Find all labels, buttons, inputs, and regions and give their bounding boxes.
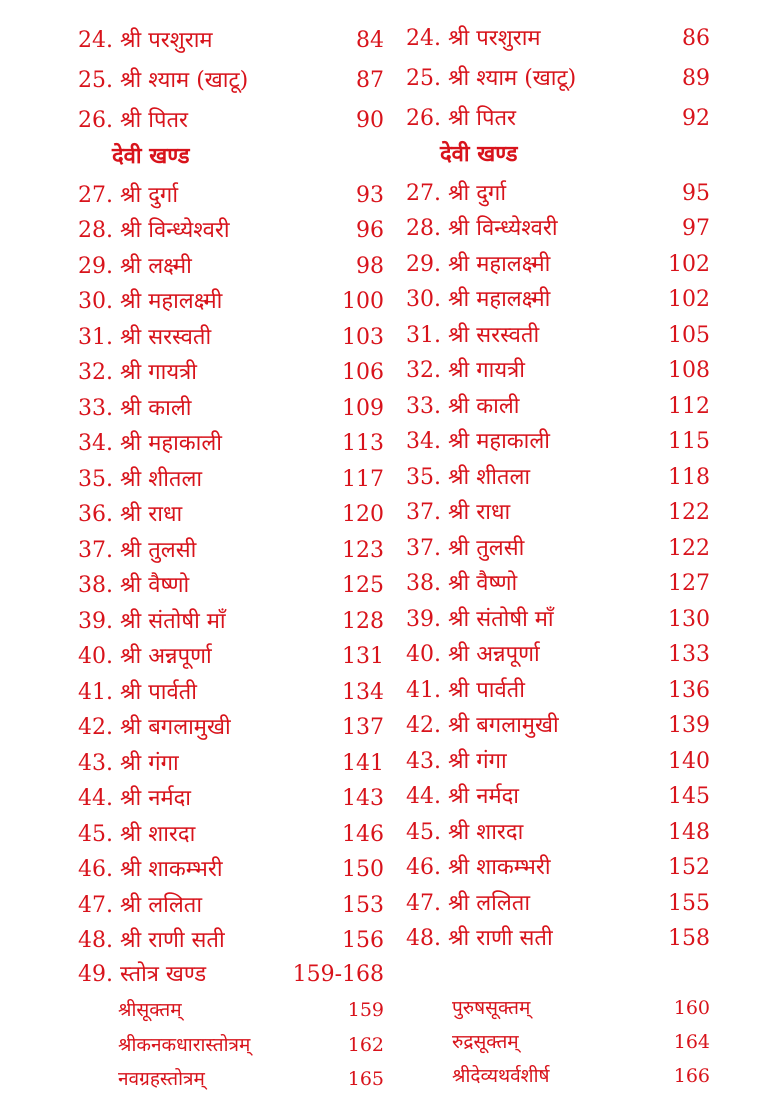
toc-entry xyxy=(406,816,710,850)
toc-entry-title: 30. श्री महालक्ष्मी xyxy=(406,287,551,312)
toc-entry-page: 93 xyxy=(356,183,384,208)
toc-entry xyxy=(78,498,384,532)
toc-entry-page: 113 xyxy=(342,431,384,456)
toc-entry-page: 89 xyxy=(682,66,710,91)
toc-subentry-title: श्रीसूक्तम् xyxy=(118,999,182,1021)
toc-entry-title: 29. श्री महालक्ष्मी xyxy=(406,252,551,277)
toc-entry-title: 27. श्री दुर्गा xyxy=(78,183,179,208)
toc-entry xyxy=(406,851,710,885)
toc-entry-title: 34. श्री महाकाली xyxy=(406,429,550,454)
toc-entry-page: 130 xyxy=(668,607,710,632)
toc-entry xyxy=(406,425,710,459)
toc-entry-title: 39. श्री संतोषी माँ xyxy=(406,607,554,632)
toc-entry-page: 146 xyxy=(342,822,384,847)
toc-entry-title: 28. श्री विन्ध्येश्वरी xyxy=(78,218,230,243)
toc-entry-title: 37. श्री राधा xyxy=(406,500,511,525)
toc-entry xyxy=(78,427,384,461)
toc-entry-title: 37. श्री तुलसी xyxy=(406,536,525,561)
toc-entry-title: 46. श्री शाकम्भरी xyxy=(406,855,551,880)
toc-entry xyxy=(78,321,384,355)
toc-entry xyxy=(406,177,710,211)
section-heading xyxy=(78,139,384,173)
toc-entry-title: 31. श्री सरस्वती xyxy=(78,325,212,350)
toc-entry-page: 97 xyxy=(682,216,710,241)
toc-entry-title: 31. श्री सरस्वती xyxy=(406,323,540,348)
toc-entry-title: 44. श्री नर्मदा xyxy=(78,786,191,811)
toc-entry xyxy=(78,605,384,639)
toc-entry-page: 127 xyxy=(668,571,710,596)
toc-entry-title: 42. श्री बगलामुखी xyxy=(78,715,231,740)
toc-entry xyxy=(78,179,384,213)
toc-entry xyxy=(78,463,384,497)
toc-entry xyxy=(78,24,384,58)
toc-entry xyxy=(78,747,384,781)
toc-entry-page: 115 xyxy=(668,429,710,454)
toc-entry-page: 131 xyxy=(342,644,384,669)
toc-entry-title: 48. श्री राणी सती xyxy=(78,928,225,953)
toc-entry xyxy=(78,889,384,923)
toc-subentry xyxy=(78,1028,384,1062)
toc-entry xyxy=(406,390,710,424)
toc-entry-title: 37. श्री तुलसी xyxy=(78,538,197,563)
toc-subentry xyxy=(406,1025,710,1059)
toc-entry xyxy=(406,780,710,814)
toc-entry xyxy=(78,676,384,710)
toc-entry-title: 32. श्री गायत्री xyxy=(406,358,525,383)
toc-subentry-page: 166 xyxy=(673,1065,710,1087)
toc-entry-title: 29. श्री लक्ष्मी xyxy=(78,254,192,279)
toc-entry xyxy=(78,250,384,284)
toc-entry xyxy=(406,638,710,672)
toc-entry-title: 42. श्री बगलामुखी xyxy=(406,713,559,738)
toc-entry xyxy=(78,356,384,390)
toc-entry-title: 44. श्री नर्मदा xyxy=(406,784,519,809)
toc-entry-title: 45. श्री शारदा xyxy=(406,820,524,845)
toc-entry-page: 152 xyxy=(668,855,710,880)
toc-entry-page: 140 xyxy=(668,749,710,774)
toc-entry-page: 136 xyxy=(668,678,710,703)
toc-entry xyxy=(78,569,384,603)
toc-entry-page: 109 xyxy=(342,396,384,421)
toc-entry xyxy=(78,782,384,816)
toc-entry-title: 28. श्री विन्ध्येश्वरी xyxy=(406,216,558,241)
toc-entry xyxy=(78,711,384,745)
toc-entry-page: 112 xyxy=(668,394,710,419)
toc-entry xyxy=(78,104,384,138)
toc-entry-title: 25. श्री श्याम (खाटू) xyxy=(78,68,249,93)
toc-entry xyxy=(406,709,710,743)
toc-entry-page: 153 xyxy=(342,893,384,918)
section-heading-title: देवी खण्ड xyxy=(112,143,190,169)
toc-entry-page: 95 xyxy=(682,181,710,206)
toc-entry-page: 145 xyxy=(668,784,710,809)
toc-entry-title: 47. श्री ललिता xyxy=(78,893,203,918)
toc-entry-page: 155 xyxy=(668,891,710,916)
toc-subentry xyxy=(406,991,710,1025)
toc-entry xyxy=(406,532,710,566)
toc-entry xyxy=(78,64,384,98)
toc-subentry-title: नवग्रहस्तोत्रम् xyxy=(118,1068,205,1090)
toc-entry-title: 35. श्री शीतला xyxy=(78,467,203,492)
toc-entry xyxy=(406,283,710,317)
toc-entry-title: 45. श्री शारदा xyxy=(78,822,196,847)
toc-entry-title: 41. श्री पार्वती xyxy=(406,678,525,703)
toc-entry-page: 133 xyxy=(668,642,710,667)
toc-entry-page: 102 xyxy=(668,252,710,277)
toc-entry-title: 35. श्री शीतला xyxy=(406,465,531,490)
toc-entry-page: 118 xyxy=(668,465,710,490)
toc-subentry-title: पुरुषसूक्तम् xyxy=(452,997,531,1019)
toc-entry-page: 139 xyxy=(668,713,710,738)
toc-entry-title: 47. श्री ललिता xyxy=(406,891,531,916)
toc-entry-title: 26. श्री पितर xyxy=(406,106,516,131)
toc-entry-page: 105 xyxy=(668,323,710,348)
toc-entry xyxy=(406,674,710,708)
toc-entry-page: 87 xyxy=(356,68,384,93)
toc-entry xyxy=(406,354,710,388)
toc-entry-page: 98 xyxy=(356,254,384,279)
toc-subentry-title: श्रीदेव्यथर्वशीर्ष xyxy=(452,1065,550,1087)
toc-entry xyxy=(406,102,710,136)
toc-entry-title: 38. श्री वैष्णो xyxy=(406,571,518,596)
toc-subentry xyxy=(406,1059,710,1093)
toc-entry-title: 40. श्री अन्नपूर्णा xyxy=(78,644,212,669)
toc-entry-title: 26. श्री पितर xyxy=(78,108,188,133)
toc-entry xyxy=(78,818,384,852)
toc-entry xyxy=(78,214,384,248)
toc-entry-title: 27. श्री दुर्गा xyxy=(406,181,507,206)
toc-entry-title: 36. श्री राधा xyxy=(78,502,183,527)
toc-entry xyxy=(406,567,710,601)
toc-entry xyxy=(78,534,384,568)
toc-subentry-page: 165 xyxy=(347,1068,384,1090)
toc-entry-title: 25. श्री श्याम (खाटू) xyxy=(406,66,577,91)
toc-entry-page: 84 xyxy=(356,28,384,53)
toc-entry-title: 33. श्री काली xyxy=(78,396,192,421)
toc-entry-page: 92 xyxy=(682,106,710,131)
toc-subentry-title: रुद्रसूक्तम् xyxy=(452,1031,519,1053)
toc-entry-title: 43. श्री गंगा xyxy=(406,749,507,774)
toc-entry xyxy=(78,285,384,319)
toc-entry xyxy=(406,22,710,56)
toc-entry-page: 141 xyxy=(342,751,384,776)
toc-entry-page: 134 xyxy=(342,680,384,705)
toc-entry-page: 102 xyxy=(668,287,710,312)
toc-entry-title: 40. श्री अन्नपूर्णा xyxy=(406,642,540,667)
toc-entry-page: 156 xyxy=(342,928,384,953)
toc-entry-page: 117 xyxy=(342,467,384,492)
toc-entry-page: 143 xyxy=(342,786,384,811)
toc-entry-title: 48. श्री राणी सती xyxy=(406,926,553,951)
toc-entry-title: 38. श्री वैष्णो xyxy=(78,573,190,598)
toc-entry-page: 137 xyxy=(342,715,384,740)
toc-entry xyxy=(406,603,710,637)
section-heading-title: देवी खण्ड xyxy=(440,141,518,167)
toc-entry xyxy=(78,392,384,426)
toc-entry-page: 123 xyxy=(342,538,384,563)
toc-entry-page: 103 xyxy=(342,325,384,350)
toc-entry xyxy=(406,248,710,282)
toc-entry-page: 128 xyxy=(342,609,384,634)
toc-entry xyxy=(406,887,710,921)
toc-entry-page: 148 xyxy=(668,820,710,845)
toc-entry xyxy=(406,62,710,96)
toc-entry xyxy=(406,922,710,956)
toc-entry-title: 33. श्री काली xyxy=(406,394,520,419)
toc-entry-page: 122 xyxy=(668,500,710,525)
toc-entry-page: 159-168 xyxy=(292,962,384,987)
toc-entry-title: 24. श्री परशुराम xyxy=(406,26,541,51)
toc-entry xyxy=(406,496,710,530)
toc-entry xyxy=(78,924,384,958)
toc-entry-page: 86 xyxy=(682,26,710,51)
toc-subentry-page: 162 xyxy=(347,1034,384,1056)
toc-subentry xyxy=(78,993,384,1027)
toc-entry-page: 125 xyxy=(342,573,384,598)
toc-entry-title: 43. श्री गंगा xyxy=(78,751,179,776)
toc-subentry xyxy=(78,1062,384,1096)
toc-entry xyxy=(406,461,710,495)
toc-entry-title: 34. श्री महाकाली xyxy=(78,431,222,456)
toc-entry-page: 120 xyxy=(342,502,384,527)
toc-entry-page: 100 xyxy=(342,289,384,314)
toc-entry-page: 96 xyxy=(356,218,384,243)
toc-subentry-page: 164 xyxy=(673,1031,710,1053)
toc-entry xyxy=(406,319,710,353)
toc-subentry-page: 159 xyxy=(347,999,384,1021)
toc-entry xyxy=(78,853,384,887)
toc-entry xyxy=(406,745,710,779)
toc-subentry-page: 160 xyxy=(673,997,710,1019)
toc-entry-title: 24. श्री परशुराम xyxy=(78,28,213,53)
toc-subentry-title: श्रीकनकधारास्तोत्रम् xyxy=(118,1034,251,1056)
toc-entry xyxy=(78,958,384,992)
section-heading xyxy=(406,137,710,171)
toc-entry-title: 30. श्री महालक्ष्मी xyxy=(78,289,223,314)
toc-entry xyxy=(78,640,384,674)
toc-entry-title: 39. श्री संतोषी माँ xyxy=(78,609,226,634)
toc-entry-title: 32. श्री गायत्री xyxy=(78,360,197,385)
toc-entry-page: 106 xyxy=(342,360,384,385)
toc-entry-title: 46. श्री शाकम्भरी xyxy=(78,857,223,882)
toc-entry-page: 158 xyxy=(668,926,710,951)
toc-entry xyxy=(406,212,710,246)
toc-entry-page: 108 xyxy=(668,358,710,383)
toc-entry-title: 41. श्री पार्वती xyxy=(78,680,197,705)
toc-entry-page: 90 xyxy=(356,108,384,133)
toc-entry-page: 150 xyxy=(342,857,384,882)
toc-entry-title: 49. स्तोत्र खण्ड xyxy=(78,962,207,987)
toc-entry-page: 122 xyxy=(668,536,710,561)
